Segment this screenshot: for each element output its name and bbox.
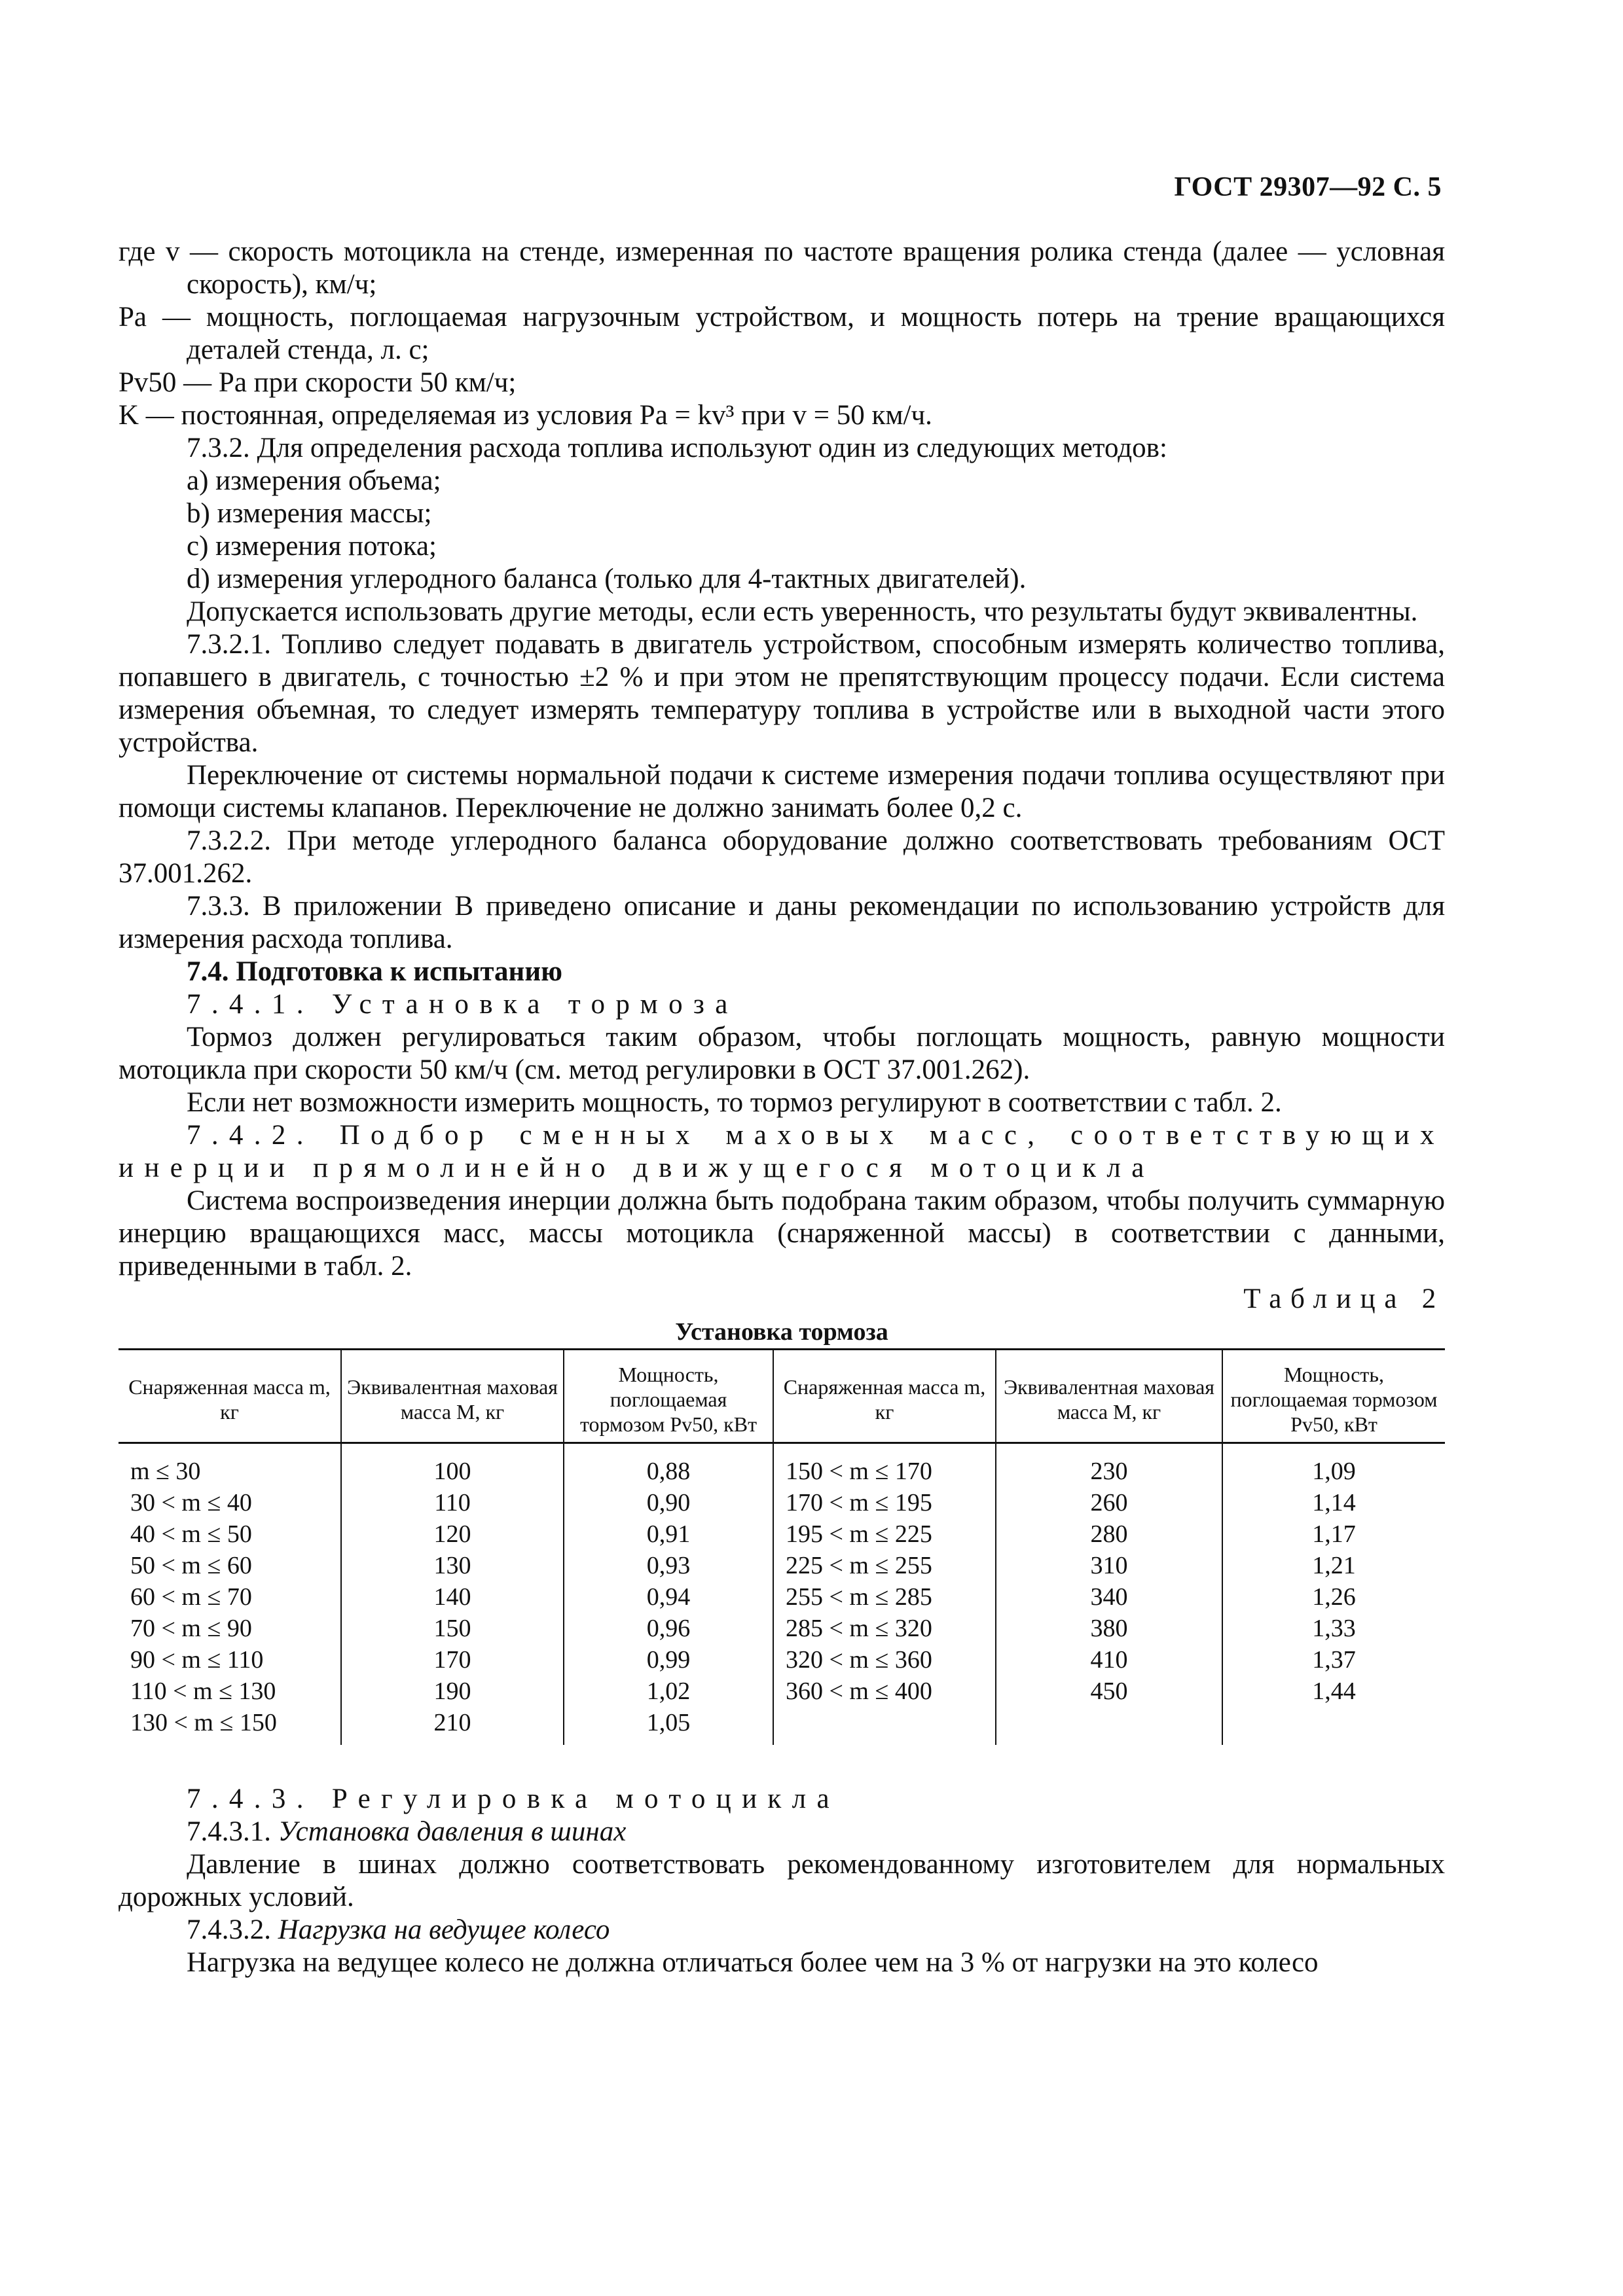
- flywheel-cell: 260: [996, 1487, 1222, 1518]
- section-7-4-3-1-heading: [119, 1816, 1445, 1848]
- brake-text: Тормоз должен регулироваться таким образом, чтобы поглощать мощность, равную мощности мотоцикла при скорости 50 км/ч (см. метод регулировки в ОСТ 37.001.262).: [119, 1022, 1445, 1085]
- table-row: [119, 1581, 1445, 1613]
- mass-cell: 60 < m ≤ 70: [119, 1581, 341, 1613]
- mass-cell: 285 < m ≤ 320: [773, 1613, 996, 1644]
- col-header-flywheel: Эквивалентная маховая масса M, кг: [996, 1350, 1222, 1443]
- flywheel-cell: 170: [341, 1644, 564, 1676]
- def-pa: Pа — мощность, поглощаемая нагрузочным устройством, и мощность потерь на трение вращающихся деталей стенда, л. с;: [119, 302, 1445, 365]
- col-header-mass: Снаряженная масса m, кг: [773, 1350, 996, 1443]
- table-header-row: [119, 1350, 1445, 1443]
- section-7-4-heading: 7.4. Подготовка к испытанию: [187, 956, 562, 987]
- section-number: 7.4.3.2.: [187, 1914, 271, 1945]
- flywheel-cell: 210: [341, 1707, 564, 1745]
- power-cell: [1222, 1707, 1445, 1745]
- method-item: c) измерения потока;: [187, 531, 437, 562]
- tire-pressure-text: Давление в шинах должно соответствовать рекомендованному изготовителем для нормальных дорожных условий.: [119, 1849, 1445, 1912]
- method-item: d) измерения углеродного баланса (только для 4-тактных двигателей).: [187, 564, 1027, 594]
- allowed-methods: Допускается использовать другие методы, если есть уверенность, что результаты будут эквивалентны.: [187, 596, 1418, 627]
- section-7-3-2-2: 7.3.2.2. При методе углеродного баланса оборудование должно соответствовать требованиям ОСТ 37.001.262.: [119, 825, 1445, 889]
- flywheel-cell: 150: [341, 1613, 564, 1644]
- flywheel-cell: 340: [996, 1581, 1222, 1613]
- section-title: Установка давления в шинах: [278, 1816, 627, 1847]
- flywheel-cell: 450: [996, 1676, 1222, 1707]
- power-cell: 1,17: [1312, 1520, 1356, 1548]
- flywheel-cell: 130: [341, 1550, 564, 1581]
- col-header-power: Мощность, поглощаемая тормозом Pv50, кВт: [564, 1350, 773, 1443]
- mass-cell: 170 < m ≤ 195: [773, 1487, 996, 1518]
- brake-no-power-text: Если нет возможности измерить мощность, то тормоз регулируют в соответствии с табл. 2.: [187, 1087, 1282, 1118]
- def-v: где v — скорость мотоцикла на стенде, измеренная по частоте вращения ролика стенда (далее — условная скорость), км/ч;: [119, 236, 1445, 300]
- power-cell: 0,88: [564, 1443, 773, 1488]
- inertia-text: Система воспроизведения инерции должна быть подобрана таким образом, чтобы получить суммарную инерцию вращающихся масс, массы мотоцикла (снаряженной массы) в соответствии с данными, приведенными в табл. 2.: [119, 1185, 1445, 1282]
- mass-cell: 360 < m ≤ 400: [773, 1676, 996, 1707]
- power-cell: 1,09: [1312, 1458, 1356, 1485]
- power-cell: 1,02: [564, 1676, 773, 1707]
- col-header-power: Мощность, поглощаемая тормозом Pv50, кВт: [1222, 1350, 1445, 1443]
- mass-cell: 40 < m ≤ 50: [119, 1518, 341, 1550]
- flywheel-cell: 230: [996, 1443, 1222, 1488]
- document-body: [119, 236, 1445, 1979]
- after-table: [119, 1783, 1445, 1979]
- table-row: [119, 1613, 1445, 1644]
- table-body: [119, 1443, 1445, 1746]
- power-cell: 0,96: [564, 1613, 773, 1644]
- mass-cell: 320 < m ≤ 360: [773, 1644, 996, 1676]
- section-7-3-2-1: 7.3.2.1. Топливо следует подавать в двигатель устройством, способным измерять количество топлива, попавшего в двигатель, с точностью ±2 % и при этом не препятствующим процессу подачи. Если система измерения объемная, то следует измерять температуру топлива в устройстве или в выходной части этого устройства.: [119, 629, 1445, 758]
- table-row: [119, 1487, 1445, 1518]
- power-cell: 1,14: [1312, 1489, 1356, 1516]
- table-row: [119, 1676, 1445, 1707]
- def-k: K — постоянная, определяемая из условия Pа = kv³ при v = 50 км/ч.: [119, 400, 932, 431]
- power-cell: 1,33: [1312, 1615, 1356, 1642]
- mass-cell: [773, 1707, 996, 1745]
- section-7-4-3-2-heading: [119, 1914, 1445, 1946]
- mass-cell: 30 < m ≤ 40: [119, 1487, 341, 1518]
- section-7-3-2: 7.3.2. Для определения расхода топлива используют один из следующих методов:: [187, 433, 1167, 463]
- flywheel-cell: 120: [341, 1518, 564, 1550]
- col-header-mass: Снаряженная масса m, кг: [119, 1350, 341, 1443]
- flywheel-cell: [996, 1707, 1222, 1745]
- def-pv50: Pv50 — Pа при скорости 50 км/ч;: [119, 367, 517, 398]
- table-row: [119, 1644, 1445, 1676]
- mass-cell: 225 < m ≤ 255: [773, 1550, 996, 1581]
- mass-cell: 130 < m ≤ 150: [119, 1707, 341, 1745]
- table-row: [119, 1518, 1445, 1550]
- mass-cell: 195 < m ≤ 225: [773, 1518, 996, 1550]
- mass-cell: m ≤ 30: [119, 1443, 341, 1488]
- section-title: Нагрузка на ведущее колесо: [278, 1914, 610, 1945]
- method-item: а) измерения объема;: [187, 465, 441, 496]
- mass-cell: 50 < m ≤ 60: [119, 1550, 341, 1581]
- power-cell: 1,26: [1312, 1583, 1356, 1611]
- wheel-load-text: Нагрузка на ведущее колесо не должна отличаться более чем на 3 % от нагрузки на это колесо: [187, 1947, 1319, 1978]
- section-7-4-2-heading: 7.4.2. Подбор сменных маховых масс, соответствующих инерции прямолинейно движущегося мотоцикла: [119, 1120, 1445, 1183]
- mass-cell: 90 < m ≤ 110: [119, 1644, 341, 1676]
- mass-cell: 70 < m ≤ 90: [119, 1613, 341, 1644]
- flywheel-cell: 140: [341, 1581, 564, 1613]
- page-header: ГОСТ 29307—92 С. 5: [1174, 172, 1442, 202]
- table-title: Установка тормоза: [675, 1318, 888, 1346]
- method-item: b) измерения массы;: [187, 498, 432, 529]
- power-cell: 1,05: [564, 1707, 773, 1745]
- mass-cell: 150 < m ≤ 170: [773, 1443, 996, 1488]
- power-cell: 0,93: [564, 1550, 773, 1581]
- switching-text: Переключение от системы нормальной подачи к системе измерения подачи топлива осуществляют при помощи системы клапанов. Переключение не должно занимать более 0,2 с.: [119, 760, 1445, 823]
- table-caption: Таблица 2: [1243, 1283, 1445, 1314]
- brake-table: [119, 1348, 1445, 1745]
- flywheel-cell: 310: [996, 1550, 1222, 1581]
- flywheel-cell: 190: [341, 1676, 564, 1707]
- section-7-4-3-heading: 7.4.3. Регулировка мотоцикла: [187, 1784, 840, 1814]
- section-number: 7.4.3.1.: [187, 1816, 271, 1847]
- flywheel-cell: 380: [996, 1613, 1222, 1644]
- power-cell: 0,99: [564, 1644, 773, 1676]
- flywheel-cell: 410: [996, 1644, 1222, 1676]
- flywheel-cell: 110: [341, 1487, 564, 1518]
- flywheel-cell: 100: [341, 1443, 564, 1488]
- table-row: [119, 1550, 1445, 1581]
- table-row: [119, 1443, 1445, 1488]
- power-cell: 1,21: [1312, 1552, 1356, 1579]
- mass-cell: 255 < m ≤ 285: [773, 1581, 996, 1613]
- col-header-flywheel: Эквивалентная маховая масса M, кг: [341, 1350, 564, 1443]
- table-row: [119, 1707, 1445, 1745]
- power-cell: 0,91: [564, 1518, 773, 1550]
- mass-cell: 110 < m ≤ 130: [119, 1676, 341, 1707]
- power-cell: 0,94: [564, 1581, 773, 1613]
- power-cell: 0,90: [564, 1487, 773, 1518]
- section-7-4-1-heading: 7.4.1. Установка тормоза: [187, 989, 739, 1020]
- methods-list: [119, 465, 1445, 596]
- power-cell: 1,44: [1312, 1677, 1356, 1705]
- flywheel-cell: 280: [996, 1518, 1222, 1550]
- power-cell: 1,37: [1312, 1646, 1356, 1674]
- section-7-3-3: 7.3.3. В приложении В приведено описание и даны рекомендации по использованию устройств для измерения расхода топлива.: [119, 891, 1445, 954]
